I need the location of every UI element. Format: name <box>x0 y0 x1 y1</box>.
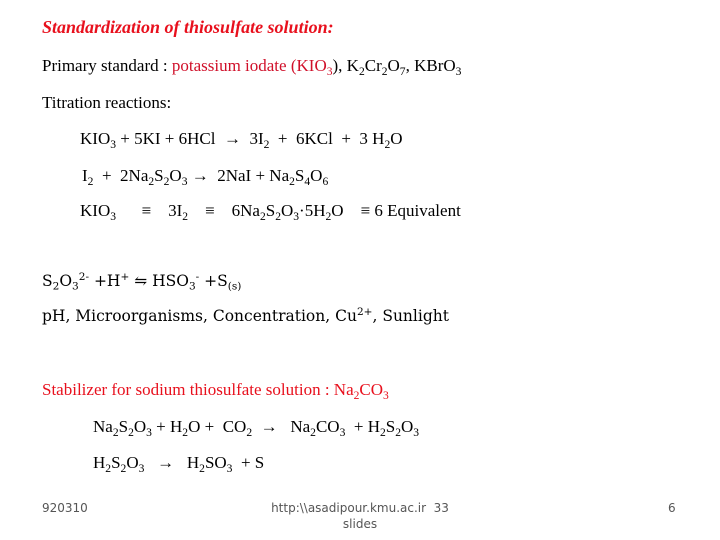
footer-url-line2: slides <box>342 517 378 531</box>
footer-url <box>230 500 490 532</box>
footer-date: 920310 <box>42 501 88 515</box>
footer-page-number: 6 <box>668 501 676 515</box>
primary-standard-label: Primary standard : <box>42 56 172 75</box>
decomposition-equation: $S_2O_3^{2-} +H^+$ ⇋ $HSO_3^- +S_{(s)}$ <box>42 271 242 293</box>
reaction-1: $KIO_3 + 5KI + 6HCl \to 3I_2 + 6KCl + 3$ $H_2O$ <box>80 129 403 152</box>
footer-url-line1: http:\\asadipour.kmu.ac.ir 33 <box>271 501 449 515</box>
primary-standard-line: Primary standard : potassium iodate $(KIO_3)$, $K_2Cr_2O_7$, KBrO$_3$ <box>42 56 462 79</box>
stabilizer-heading: Stabilizer for sodium thiosulfate solution : $Na_2CO_3$ <box>42 380 389 403</box>
reaction-5: $H_2S_2O_3 \to H_2SO_3 + S$ <box>93 453 265 476</box>
factors-line: pH, Microorganisms, Concentration, $Cu^{2+}$, Sunlight <box>42 306 449 325</box>
reaction-3-equivalence: $KIO_3$ ≡ $3I_2$ ≡ $6Na_2S_2O_3\cdot 5H_2O$ ≡ 6 Equivalent <box>80 201 461 224</box>
reaction-4: $Na_2S_2O_3 + H_2O + CO_2 \to Na_2CO_3 + H_2S_2O_3$ <box>93 417 420 440</box>
titration-label: Titration reactions: <box>42 93 172 112</box>
potassium-iodate-text: potassium iodate ($KIO_3$ <box>171 56 333 79</box>
reaction-2: $I_2 + 2Na_2S_2O_3 \to 2NaI + Na_2S_4O_6$ <box>82 166 329 189</box>
slide-title: Standardization of thiosulfate solution: <box>42 17 334 37</box>
